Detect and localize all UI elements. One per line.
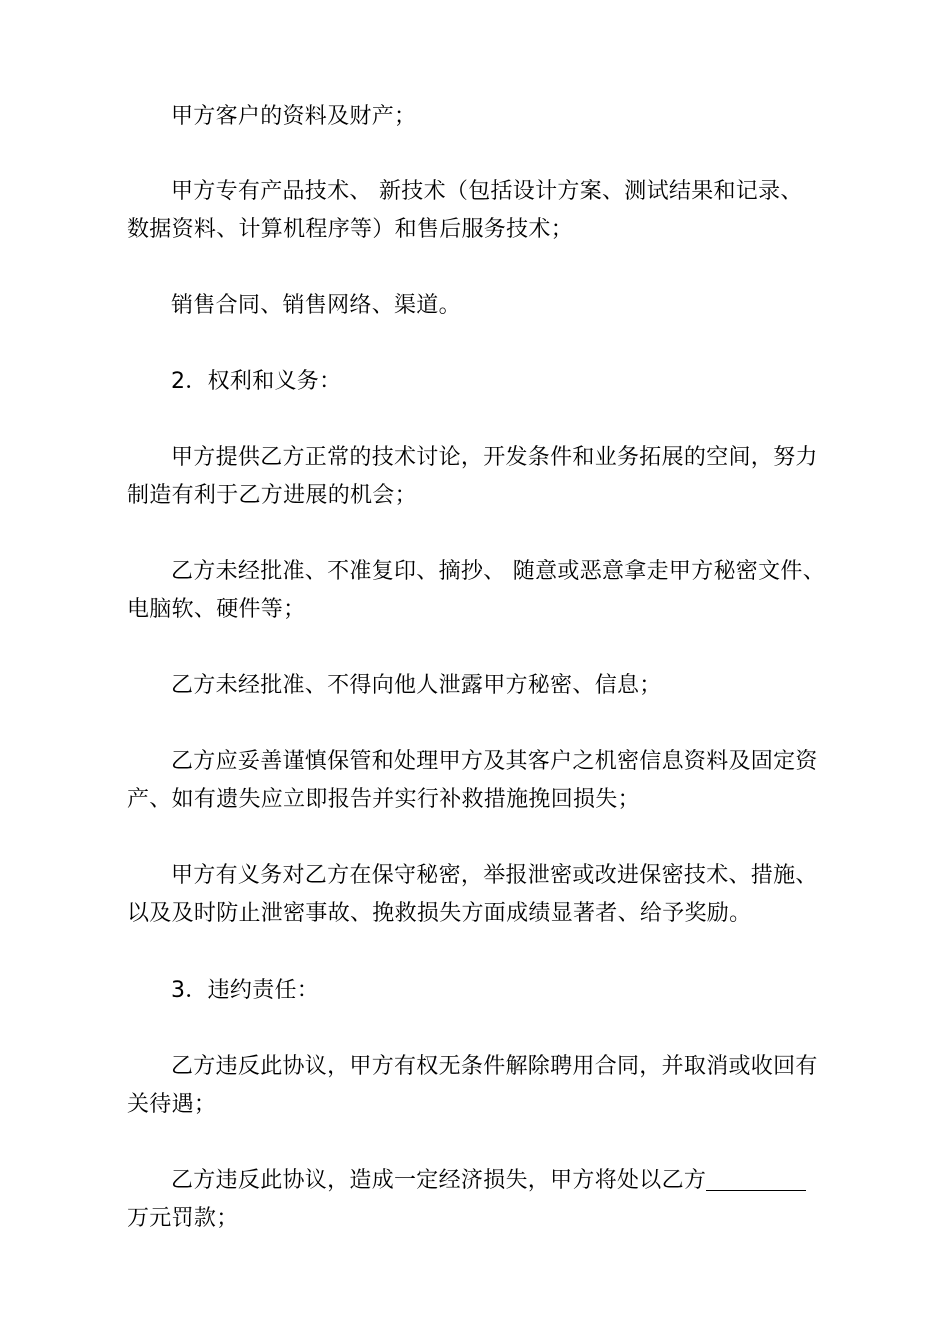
paragraph-no-disclose bbox=[127, 667, 827, 705]
text-line: 万元罚款； bbox=[127, 1206, 239, 1231]
text-line: 电脑软、硬件等； bbox=[127, 597, 306, 622]
text-line: 乙方未经批准、不准复印、摘抄、 随意或恶意拿走甲方秘密文件、 bbox=[171, 559, 825, 584]
text-line: 产、如有遗失应立即报告并实行补救措施挽回损失； bbox=[127, 787, 640, 812]
text-segment: 乙方违反此协议，造成一定经济损失，甲方将处以乙方 bbox=[171, 1168, 707, 1193]
paragraph-penalty bbox=[127, 1162, 827, 1238]
paragraph-no-copy bbox=[127, 553, 827, 629]
section-heading-rights bbox=[127, 363, 827, 401]
text-line: 甲方提供乙方正常的技术讨论，开发条件和业务拓展的空间，努力 bbox=[171, 445, 818, 470]
fill-in-blank bbox=[706, 1168, 806, 1191]
paragraph-client-data bbox=[127, 98, 827, 136]
paragraph-party-a-provides bbox=[127, 439, 827, 515]
text-line: 乙方应妥善谨慎保管和处理甲方及其客户之机密信息资料及固定资 bbox=[171, 749, 818, 774]
text-line: 关待遇； bbox=[127, 1092, 217, 1117]
text-line: 销售合同、销售网络、渠道。 bbox=[171, 293, 461, 318]
text-line: 甲方客户的资料及财产； bbox=[171, 104, 417, 129]
text-line: 制造有利于乙方进展的机会； bbox=[127, 483, 417, 508]
section-heading-liability bbox=[127, 972, 827, 1010]
paragraph-termination bbox=[127, 1048, 827, 1124]
text-line: 3．违约责任： bbox=[171, 978, 320, 1003]
text-line-with-blank bbox=[127, 1162, 827, 1200]
paragraph-reward bbox=[127, 857, 827, 933]
text-line: 2．权利和义务： bbox=[171, 369, 342, 394]
text-line: 甲方专有产品技术、 新技术（包括设计方案、测试结果和记录、 bbox=[171, 179, 803, 204]
paragraph-safekeeping bbox=[127, 743, 827, 819]
text-line: 数据资料、计算机程序等）和售后服务技术； bbox=[127, 217, 574, 242]
text-line: 乙方违反此协议，甲方有权无条件解除聘用合同，并取消或收回有 bbox=[171, 1054, 818, 1079]
text-line: 以及及时防止泄密事故、挽救损失方面成绩显著者、给予奖励。 bbox=[127, 901, 752, 926]
paragraph-sales bbox=[127, 287, 827, 325]
text-line: 乙方未经批准、不得向他人泄露甲方秘密、信息； bbox=[171, 673, 662, 698]
text-line: 甲方有义务对乙方在保守秘密，举报泄密或改进保密技术、措施、 bbox=[171, 863, 818, 888]
paragraph-proprietary-tech bbox=[127, 173, 827, 249]
